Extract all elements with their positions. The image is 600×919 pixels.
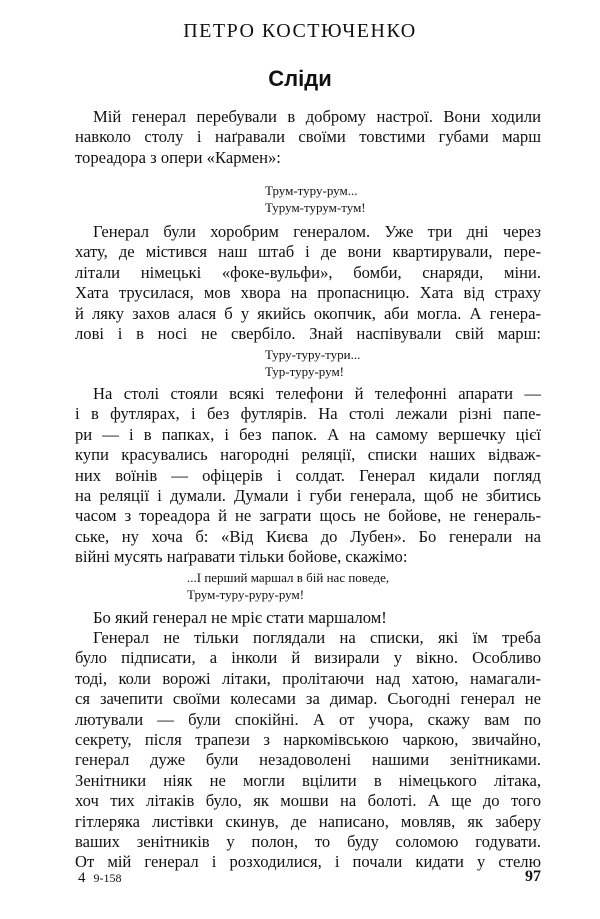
text-line: хату, де містився наш штаб і де вони квартирували, пере- [75,242,541,262]
text-line: ри — і в папках, і без папок. А на самому вершечку цієї [75,424,541,444]
text-line: й ляку захов алася б у якийсь окопчик, аби могла. А генера- [75,303,541,323]
text-line: навколо столу і наґравали своїми товстими губами марш [75,127,541,147]
song-verse-2 [265,346,360,380]
text-line: Генерал були хоробрим генералом. Уже три дні через [93,222,541,241]
signature-number: 4 [78,870,86,886]
paragraph-1 [75,107,541,168]
story-title: Сліди [268,66,332,91]
text-line: ваших зенітників у полон, то буду соломою годувати. [75,832,541,852]
verse-line: Тур-туру-рум! [265,364,345,379]
text-line: них воїнів — офіцерів і солдат. Генерал кидали погляд [75,465,541,485]
verse-line: Турум-турум-тум! [265,200,366,215]
text-line: ське, ну хоча б: «Від Києва до Лубен». Бо генерали на [75,526,541,546]
text-line: тоді, коли ворожі літаки, пролітаючи над хатою, намагали- [75,668,541,688]
text-line: лютували — були спокійні. А от учора, скажу вам по [75,709,541,729]
text-line: купи красувались нагородні реляції, списки наших відваж- [75,445,541,465]
text-line: тореадора з опери «Кармен»: [75,147,281,167]
text-line: часом з тореадора й не заграти щось не бойове, не генераль- [75,506,541,526]
paragraph-3 [75,384,541,568]
text-line: Бо який генерал не мріє стати маршалом! [93,608,387,627]
text-line: Генерал не тільки поглядали на списки, які їм треба [93,628,541,647]
text-line: було підписати, а інколи й визирали у вікно. Особливо [75,648,541,668]
printer-signature-mark [78,870,122,887]
text-line: війні мусять наґравати тільки бойове, скажімо: [75,547,408,567]
song-verse-3 [187,569,389,603]
text-line: Хата трусилася, мов хвора на пропасницю. Хата від страху [75,283,541,303]
page-number: 97 [525,868,541,885]
paragraph-2 [75,222,541,344]
text-line: Зенітники ніяк не могли вцілити в німецького літака, [75,770,541,790]
paragraph-4 [75,608,541,628]
verse-line: ...І перший маршал в бій нас поведе, [187,570,390,585]
text-line: гітлеряка листівки скинув, де написано, мовляв, як заберу [75,811,541,831]
verse-line: Трум-туру-рум... [265,183,358,198]
author-name: ПЕТРО КОСТЮЧЕНКО [183,20,417,42]
paragraph-5 [75,628,541,873]
text-line: лові і в носі не свербіло. Знай наспівували свій марш: [75,324,541,344]
text-line: хоч тих літаків було, як мошви на болоті. А ще до того [75,791,541,811]
verse-line: Трум-туру-руру-рум! [187,587,305,602]
text-line: літали німецькі «фоке-вульфи», бомби, снаряди, міни. [75,262,541,282]
signature-code: 9-158 [93,871,122,885]
text-line: От мій генерал і розходилися, і почали кидати у стелю [75,852,541,872]
text-line: Мій генерал перебували в доброму настрої. Вони ходили [93,107,541,126]
song-verse-1 [265,182,366,216]
text-line: і в футлярах, і без футлярів. На столі лежали різні папе- [75,404,541,424]
text-line: на реляції і думали. Думали і губи генерала, щоб не збитись [75,486,541,506]
text-line: На столі стояли всякі телефони й телефонні апарати — [93,384,541,403]
text-line: ся зачепити своїми колесами за димар. Сьогодні генерал не [75,689,541,709]
text-line: секрету, після трапези з наркомівською чаркою, звичайно, [75,730,541,750]
verse-line: Туру-туру-тури... [265,347,361,362]
text-line: генерал дуже були незадоволені нашими зенітниками. [75,750,541,770]
